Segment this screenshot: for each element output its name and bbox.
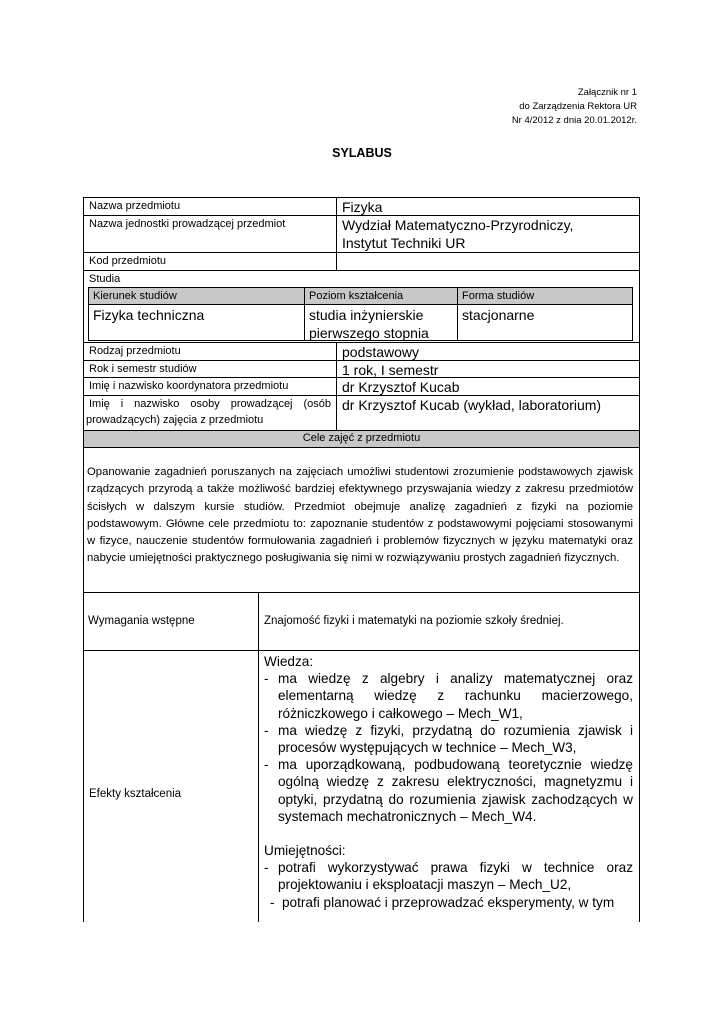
type-label: Rodzaj przedmiotu — [89, 345, 181, 357]
knowledge-item: - ma uporządkowaną, podbudowaną teoretycznie wiedzę ogólną wiedzę z zakresu elektryczności, magnetyzmu i optyki, przydatną do rozumienia zjawisk zachodzących w systemach mechatronicznych – Mech_W4. — [264, 757, 633, 824]
coordinator-label: Imię i nazwisko koordynatora przedmiotu — [89, 380, 289, 392]
annex-line-2: do Zarządzenia Rektora UR — [519, 101, 637, 112]
page-title: SYLABUS — [332, 146, 392, 160]
subject-name-label: Nazwa przedmiotu — [89, 200, 181, 212]
knowledge-item: - ma wiedzę z fizyki, przydatną do rozumienia zjawisk i procesów występujących w technice – Mech_W3, — [264, 722, 633, 756]
annex-note — [512, 86, 637, 128]
studies-header-form: Forma studiów — [462, 290, 535, 302]
list-dash: - — [264, 860, 269, 876]
studies-label: Studia — [89, 273, 121, 285]
year-label: Rok i semestr studiów — [89, 363, 197, 375]
skills-header: Umiejętności: — [264, 843, 346, 859]
unit-value-line-2: Instytut Techniki UR — [342, 235, 466, 251]
knowledge-item: - ma wiedzę z algebry i analizy matematycznej oraz elementarną wiedzę z rachunku macierzowego, różniczkowego i całkowego – Mech_W1, — [264, 671, 633, 721]
studies-level-value-line-1: studia inżynierskie — [309, 307, 424, 323]
studies-level-value-line-2: pierwszego stopnia — [309, 325, 429, 341]
teachers-value: dr Krzysztof Kucab (wykład, laboratorium) — [342, 397, 602, 413]
list-dash: - — [270, 894, 275, 910]
studies-direction-value: Fizyka techniczna — [93, 307, 205, 323]
code-label: Kod przedmiotu — [89, 255, 167, 267]
teachers-label-line-1: Imię i nazwisko osoby prowadzącej (osób — [89, 398, 331, 410]
outcomes-content — [264, 653, 633, 911]
annex-line-3: Nr 4/2012 z dnia 20.01.2012r. — [511, 115, 637, 126]
annex-line-1: Załącznik nr 1 — [577, 87, 637, 98]
list-dash: - — [264, 722, 269, 738]
skills-item: - potrafi wykorzystywać prawa fizyki w technice oraz projektowaniu i eksploatacji maszyn – Mech_U2, — [264, 860, 633, 893]
studies-form-value: stacjonarne — [462, 307, 535, 323]
unit-value-line-1: Wydział Matematyczno-Przyrodniczy, — [342, 217, 574, 233]
outcomes-label: Efekty kształcenia — [89, 788, 182, 800]
goals-text: Opanowanie zagadnień poruszanych na zajęciach umożliwi studentowi zrozumienie podstawowych zjawisk rządzących przyrodą a także możliwość bardziej efektywnego przyswajania wiedzy z zakresu przedmiotów ścisłych w dalszym kursie studiów. Przedmiot obejmuje analizę zagadnień z fizyki na poziomie podstawowym. Główne cele przedmiotu to: zapoznanie studentów z podstawowymi pojęciami stosowanymi w fizyce, nauczenie studentów formułowania zagadnień i problemów fizycznych w języku matematyki oraz nabycie umiejętności praktycznego posługiwania się nimi w rozwiązywaniu prostych zagadnień fizycznych. — [87, 466, 633, 565]
coordinator-value: dr Krzysztof Kucab — [342, 379, 460, 395]
subject-name-value: Fizyka — [342, 199, 383, 215]
year-value: 1 rok, I semestr — [342, 362, 439, 378]
studies-header-level: Poziom kształcenia — [309, 290, 404, 302]
knowledge-header: Wiedza: — [264, 654, 314, 669]
list-dash: - — [264, 757, 269, 773]
prereq-label: Wymagania wstępne — [88, 615, 195, 627]
goals-header: Cele zajęć z przedmiotu — [302, 432, 421, 444]
prereq-value: Znajomość fizyki i matematyki na poziomie szkoły średniej. — [264, 615, 564, 627]
unit-label: Nazwa jednostki prowadzącej przedmiot — [89, 218, 286, 230]
type-value: podstawowy — [342, 344, 420, 360]
studies-header-direction: Kierunek studiów — [93, 290, 177, 302]
teachers-label-line-2: prowadzących) zajęcia z przedmiotu — [86, 414, 264, 426]
skills-item: - potrafi planować i przeprowadzać eksperymenty, w tym — [270, 894, 615, 910]
list-dash: - — [264, 671, 269, 687]
